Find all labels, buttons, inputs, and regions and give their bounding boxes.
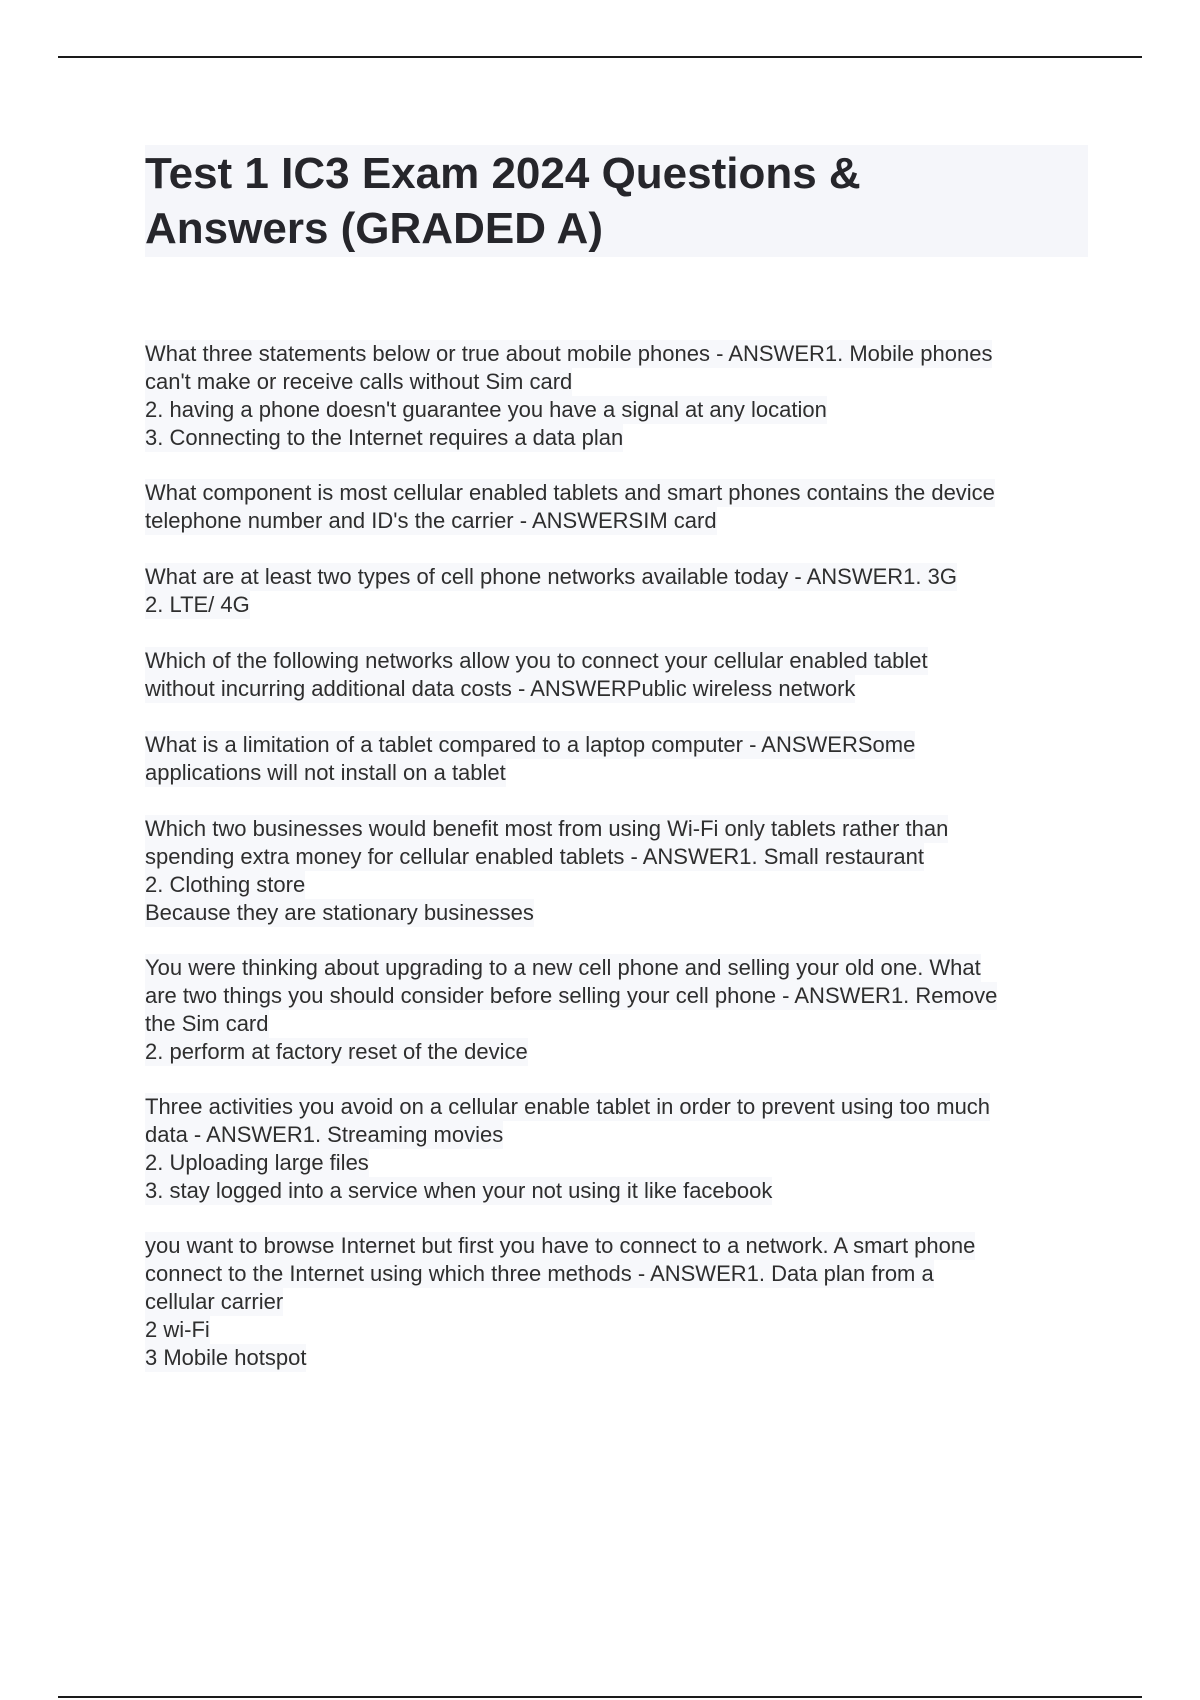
qa-line: are two things you should consider before selling your cell phone - ANSWER1. Remove [145,983,998,1008]
qa-line: cellular carrier [145,1289,284,1314]
qa-line: 2. LTE/ 4G [145,592,250,617]
qa-line: the Sim card [145,1011,269,1036]
qa-item [145,340,992,452]
qa-line: Three activities you avoid on a cellular enable tablet in order to prevent using too much [145,1094,991,1119]
qa-line: 2. perform at factory reset of the device [145,1039,528,1064]
qa-line: Which of the following networks allow you to connect your cellular enabled tablet [145,648,928,673]
qa-line: telephone number and ID's the carrier - ANSWERSIM card [145,508,717,533]
qa-line: 3 Mobile hotspot [145,1345,307,1370]
qa-item [145,954,997,1066]
top-divider [58,56,1142,58]
page-title-line-2: Answers (GRADED A) [145,204,603,253]
qa-line: 2. Clothing store [145,872,306,897]
qa-item [145,479,995,535]
qa-line: You were thinking about upgrading to a new cell phone and selling your old one. What [145,955,981,980]
qa-line: spending extra money for cellular enabled tablets - ANSWER1. Small restaurant [145,844,924,869]
qa-line: Because they are stationary businesses [145,900,534,925]
qa-line: Which two businesses would benefit most from using Wi-Fi only tablets rather than [145,816,949,841]
qa-item [145,563,957,619]
qa-line: without incurring additional data costs - ANSWERPublic wireless network [145,676,856,701]
qa-line: What are at least two types of cell phone networks available today - ANSWER1. 3G [145,564,957,589]
qa-line: What is a limitation of a tablet compared to a laptop computer - ANSWERSome [145,732,916,757]
qa-item [145,815,948,927]
qa-line: 3. Connecting to the Internet requires a data plan [145,425,624,450]
bottom-divider [58,1696,1142,1698]
qa-line: applications will not install on a tablet [145,760,506,785]
qa-line: 2 wi-Fi [145,1317,210,1342]
page-title-line-1: Test 1 IC3 Exam 2024 Questions & [145,149,861,198]
qa-line: 2. Uploading large files [145,1150,369,1175]
qa-item [145,1232,975,1372]
qa-line: connect to the Internet using which three methods - ANSWER1. Data plan from a [145,1261,934,1286]
qa-line: 3. stay logged into a service when your not using it like facebook [145,1178,773,1203]
qa-item [145,647,928,703]
qa-line: data - ANSWER1. Streaming movies [145,1122,504,1147]
qa-line: What three statements below or true about mobile phones - ANSWER1. Mobile phones [145,341,993,366]
qa-line: 2. having a phone doesn't guarantee you have a signal at any location [145,397,827,422]
qa-item [145,1093,990,1205]
qa-item [145,731,915,787]
qa-line: you want to browse Internet but first you have to connect to a network. A smart phone [145,1233,976,1258]
qa-line: What component is most cellular enabled tablets and smart phones contains the device [145,480,995,505]
qa-line: can't make or receive calls without Sim card [145,369,573,394]
